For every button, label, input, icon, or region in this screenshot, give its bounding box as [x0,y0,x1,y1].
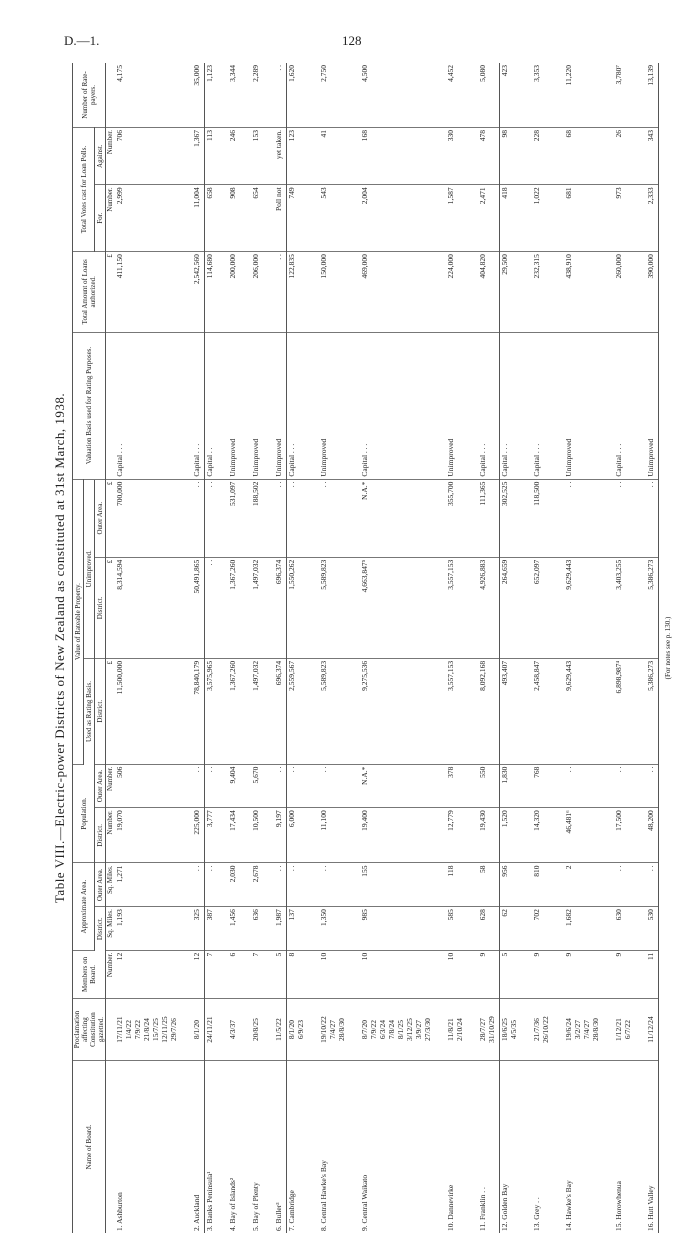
cell-area-outer: 2,678 [251,863,260,907]
cell-valuation-basis: Unimproved [564,332,600,479]
cell-unimp-outer: . . [192,479,205,557]
cell-proclamation: 11/12/24 [646,999,659,1061]
cell-unimp-district: 4,663,847⁵ [360,557,432,658]
cell-used-basis: 3,557,153 [446,658,464,764]
cell-valuation-basis: Capital . . [205,332,215,479]
cell-unimp-outer: 302,525 [500,479,519,557]
cell-ratepayers: 11,220 [564,63,600,127]
cell-board-name: 11. Franklin . . [478,1061,500,1233]
cell-area-district: 628 [478,907,500,951]
cell-used-basis: 493,407 [500,658,519,764]
cell-board-name: 15. Horowhenua [614,1181,623,1231]
cell-proclamation: 19/10/22 7/4/27 28/8/30 [319,999,346,1061]
col-area-group: Approximate Area. [73,863,95,950]
cell-board-name: 2. Auckland [192,1061,205,1233]
cell-area-outer: 58 [478,863,500,907]
unit-used: £ [106,658,116,764]
col-population-group: Population. [73,764,95,863]
cell-valuation-basis: Unimproved [646,332,659,479]
cell-votes-for: 973 [614,185,632,252]
cell-proclamation: 8/1/20 6/9/23 [287,999,306,1061]
cell-votes-against: 168 [360,127,432,184]
cell-ratepayers: 2,750 [319,63,346,127]
col-members: Members on Board. [73,950,106,998]
cell-votes-against: 26 [614,127,632,184]
cell-valuation-basis: Capital . . . [360,332,432,479]
table-row [446,63,464,1233]
cell-board-name: 16. Hutt Valley [646,1061,659,1233]
cell-votes-against: 706 [115,127,178,184]
cell-pop-outer: . . [205,764,215,808]
col-used-district: District. [95,658,106,764]
cell-area-outer: 956 [500,863,519,907]
cell-total-loans: 29,500 [500,252,519,332]
table-title: Table VIII.—Electric-power Districts of New Zealand as constituted at 31st March, 1938. [52,392,67,904]
cell-votes-for: 543 [319,185,346,252]
unit-against: Number. [106,127,116,184]
cell-members: 11 [646,950,659,998]
cell-pop-district: 14,320 [532,808,550,863]
col-area-outer: Outer Area. [95,863,106,907]
cell-valuation-basis: Capital . . . [287,332,306,479]
cell-used-basis: 78,840,179 [192,658,205,764]
cell-used-basis: 8,092,168 [478,658,500,764]
cell-area-outer: . . [319,863,346,907]
cell-ratepayers: 3,344 [228,63,237,127]
table-row [532,63,550,1233]
cell-votes-for: 654 [251,185,260,252]
cell-area-outer: 2 [564,863,600,907]
cell-board-name: 5. Bay of Plenty [251,1182,260,1231]
cell-pop-outer: 9,404 [228,764,237,808]
cell-pop-district: 225,000 [192,808,205,863]
table-row [478,63,500,1233]
cell-valuation-basis: Unimproved [251,332,260,479]
cell-unimp-outer: . . [614,479,632,557]
cell-unimp-district: 4,926,883 [478,557,500,658]
unit-area-outer: Sq. Miles. [106,863,116,907]
col-unimp-district: District. [95,557,106,658]
cell-members: 6 [228,950,237,998]
col-pop-district: District. [95,808,106,863]
cell-votes-against: 41 [319,127,346,184]
cell-area-district: 585 [446,907,464,951]
col-unimp-outer: Outer Area. [95,479,106,557]
cell-area-district: 636 [251,907,260,951]
cell-ratepayers: 4,452 [446,63,464,127]
cell-valuation-basis: Unimproved [228,332,237,479]
cell-area-outer: . . [192,863,205,907]
cell-members: 12 [192,950,205,998]
cell-valuation-basis: Unimproved [274,332,287,479]
unit-for: Number. [106,185,116,252]
cell-proclamation: 8/1/20 [192,999,205,1061]
cell-pop-district: 17,434 [228,808,237,863]
cell-ratepayers: 2,289 [251,63,260,127]
cell-unimp-outer: . . [564,479,600,557]
cell-members: 7 [205,950,215,998]
cell-votes-against: yet taken. [274,127,287,184]
cell-board-name: 10. Dannevirke [446,1184,455,1231]
cell-unimp-district: 50,491,865 [192,557,205,658]
cell-members: 10 [446,950,464,998]
cell-area-district: 62 [500,907,519,951]
cell-board-name: 6. Buller³ [274,1061,287,1233]
cell-members: 8 [287,950,306,998]
cell-unimp-outer: 188,502 [251,479,260,557]
cell-members: 10 [319,950,346,998]
cell-pop-district: 9,197 [274,808,287,863]
cell-area-outer: . . [614,863,632,907]
cell-ratepayers: 35,000 [192,63,205,127]
table-row [228,63,237,1233]
cell-ratepayers: 3,353 [532,63,550,127]
unit-pop-outer: Number. [106,764,116,808]
cell-votes-for: 2,004 [360,185,432,252]
col-for: For. [95,185,106,252]
cell-members: 5 [274,950,287,998]
table-row [646,63,659,1233]
cell-members: 7 [251,950,260,998]
col-unimproved: Unimproved. [84,479,95,658]
col-area-district: District. [95,907,106,951]
cell-used-basis: 9,629,443 [564,658,600,764]
col-total-loans: Total Amount of Loans authorized. [73,252,106,332]
cell-valuation-basis: Unimproved [446,332,464,479]
cell-members: 9 [478,950,500,998]
cell-unimp-outer: N.A.* [360,479,432,557]
cell-ratepayers: 423 [500,63,519,127]
cell-proclamation: 8/7/20 7/9/22 6/3/24 7/8/24 8/1/25 3/12/25 3/9/27 27/3/30 [360,999,432,1061]
cell-used-basis: 3,575,965 [205,658,215,764]
cell-board-name: 8. Central Hawke's Bay [319,1160,328,1231]
col-board: Name of Board. [73,1061,106,1233]
table-row [287,63,306,1233]
table-row [500,63,519,1233]
cell-unimp-outer: . . [646,479,659,557]
cell-votes-against: 123 [287,127,306,184]
cell-area-district: 1,193 [115,907,178,951]
cell-unimp-district: 3,557,153 [446,557,464,658]
col-value-group: Value of Rateable Property. [73,479,84,764]
col-used-basis: Used as Rating Basis. [84,658,95,764]
cell-unimp-outer: . . [274,479,287,557]
cell-total-loans: . . [274,252,287,332]
cell-area-district: 985 [360,907,432,951]
cell-unimp-outer: 355,700 [446,479,464,557]
cell-unimp-outer: 700,000 [115,479,178,557]
cell-pop-outer: . . [646,764,659,808]
cell-votes-for: Poll not [274,185,287,252]
cell-pop-outer: 378 [446,764,464,808]
cell-pop-outer: 1,830 [500,764,519,808]
cell-area-outer: 1,271 [115,863,178,907]
cell-members: 9 [532,950,550,998]
cell-unimp-district: 8,314,594 [115,557,178,658]
cell-votes-against: 246 [228,127,237,184]
table-row [192,63,205,1233]
cell-total-loans: 404,820 [478,252,500,332]
table-row [319,63,346,1233]
cell-unimp-district: 264,659 [500,557,519,658]
unit-loans: £ [106,252,116,332]
cell-pop-district: 12,779 [446,808,464,863]
cell-board-name: 14. Hawke's Bay [564,1180,573,1231]
cell-pop-district: 6,000 [287,808,306,863]
cell-used-basis: 5,589,823 [319,658,346,764]
cell-area-outer: 155 [360,863,432,907]
cell-votes-for: 681 [564,185,600,252]
cell-pop-outer: N.A.* [360,764,432,808]
cell-area-outer: 118 [446,863,464,907]
col-votes-group: Total Votes cast for Loan Polls. [73,127,95,251]
cell-proclamation: 4/3/37 [228,999,237,1061]
districts-table [72,63,659,1233]
cell-proclamation: 11/8/21 2/10/24 [446,999,464,1061]
cell-pop-district: 48,200 [646,808,659,863]
cell-area-district: 1,682 [564,907,600,951]
col-ratepayers: Number of Rate-payers. [73,63,106,127]
cell-total-loans: 114,680 [205,252,215,332]
cell-board-name: 12. Golden Bay [500,1183,509,1231]
cell-proclamation: 24/11/21 [205,999,215,1061]
cell-area-outer: . . [287,863,306,907]
cell-board-name: 9. Central Waikato [360,1174,369,1231]
cell-board-name: 7. Cambridge [287,1190,296,1231]
cell-unimp-district: 3,403,255 [614,557,632,658]
table-body [106,63,659,1233]
cell-unimp-outer: . . [319,479,346,557]
cell-proclamation: 21/7/36 26/10/22 [532,999,550,1061]
cell-used-basis: 696,374 [274,658,287,764]
cell-total-loans: 438,910 [564,252,600,332]
cell-votes-for: 2,333 [646,185,659,252]
col-valuation-basis: Valuation Basis used for Rating Purposes. [73,332,106,479]
cell-total-loans: 2,542,560 [192,252,205,332]
cell-unimp-district: 5,386,273 [646,557,659,658]
cell-votes-against: 1,367 [192,127,205,184]
cell-votes-against: 68 [564,127,600,184]
cell-pop-outer: . . [192,764,205,808]
cell-total-loans: 411,150 [115,252,178,332]
table-row [564,63,600,1233]
cell-ratepayers: . . [274,63,287,127]
cell-area-outer: . . [274,863,287,907]
cell-total-loans: 150,000 [319,252,346,332]
cell-votes-against: 228 [532,127,550,184]
cell-members: 9 [614,950,632,998]
cell-valuation-basis: Unimproved [319,332,346,479]
cell-votes-for: 1,022 [532,185,550,252]
table-row [274,63,287,1233]
cell-ratepayers: 1,620 [287,63,306,127]
cell-area-district: 1,456 [228,907,237,951]
cell-votes-for: 1,587 [446,185,464,252]
cell-board-name: 13. Grey . . [532,1197,541,1231]
cell-pop-outer: . . [319,764,346,808]
cell-votes-for: 418 [500,185,519,252]
cell-board-name: 3. Banks Peninsula¹ [205,1171,214,1231]
col-proclamation: Proclamation affecting Constitution gazetted. [73,999,106,1061]
cell-pop-district: 10,500 [251,808,260,863]
cell-votes-against: 153 [251,127,260,184]
cell-pop-outer: . . [614,764,632,808]
cell-used-basis: 9,275,536 [360,658,432,764]
cell-pop-district: 19,400 [360,808,432,863]
cell-votes-for: 658 [205,185,215,252]
cell-unimp-district: 1,367,260 [228,557,237,658]
unit-unimp-outer: £ [106,479,116,557]
cell-ratepayers: 4,500 [360,63,432,127]
cell-area-outer: 2,030 [228,863,237,907]
table-row [360,63,432,1233]
footnote: (For notes see p. 130.) [664,616,672,680]
cell-ratepayers: 5,080 [478,63,500,127]
table-row [205,63,215,1233]
cell-valuation-basis: Capital . . . [192,332,205,479]
cell-unimp-district: 5,589,823 [319,557,346,658]
cell-area-district: 1,987 [274,907,287,951]
table-row [614,63,632,1233]
cell-unimp-outer: 111,365 [478,479,500,557]
cell-pop-outer: . . [564,764,600,808]
cell-pop-district: 46,481⁶ [564,808,600,863]
cell-board-name: 1. Ashburton [115,1192,124,1231]
cell-proclamation: 1/12/21 6/7/22 [614,999,632,1061]
cell-ratepayers: 1,123 [205,63,215,127]
page-number: 128 [342,33,362,48]
cell-votes-for: 2,999 [115,185,178,252]
cell-used-basis: 5,386,273 [646,658,659,764]
cell-area-district: 630 [614,907,632,951]
cell-pop-outer: 768 [532,764,550,808]
cell-votes-against: 478 [478,127,500,184]
cell-unimp-outer: 118,500 [532,479,550,557]
cell-unimp-outer: . . [205,479,215,557]
cell-unimp-district: 696,374 [274,557,287,658]
cell-proclamation: 11/5/22 [274,999,287,1061]
col-pop-outer: Outer Area. [95,764,106,808]
cell-votes-for: 908 [228,185,237,252]
cell-pop-district: 3,777 [205,808,215,863]
cell-pop-district: 19,070 [115,808,178,863]
cell-members: 5 [500,950,519,998]
cell-pop-district: 11,100 [319,808,346,863]
cell-area-outer: . . [646,863,659,907]
cell-votes-for: 11,004 [192,185,205,252]
cell-unimp-district: . . [205,557,215,658]
cell-area-district: 1,350 [319,907,346,951]
cell-votes-against: 330 [446,127,464,184]
unit-area-district: Sq. Miles. [106,907,116,951]
cell-area-outer: 810 [532,863,550,907]
cell-total-loans: 260,000 [614,252,632,332]
cell-used-basis: 2,458,847 [532,658,550,764]
cell-pop-outer: . . [287,764,306,808]
cell-area-district: 702 [532,907,550,951]
cell-total-loans: 232,315 [532,252,550,332]
cell-valuation-basis: Capital . . . [614,332,632,479]
cell-votes-against: 113 [205,127,215,184]
cell-votes-against: 343 [646,127,659,184]
cell-votes-against: 98 [500,127,519,184]
cell-valuation-basis: Capital . . . [478,332,500,479]
table-row [251,63,260,1233]
cell-total-loans: 469,000 [360,252,432,332]
cell-total-loans: 122,835 [287,252,306,332]
page-ref: D.—1. [64,33,100,48]
cell-members: 12 [115,950,178,998]
cell-total-loans: 224,000 [446,252,464,332]
cell-used-basis: 11,500,000 [115,658,178,764]
cell-pop-outer: 5,670 [251,764,260,808]
cell-total-loans: 390,000 [646,252,659,332]
cell-pop-outer: 550 [478,764,500,808]
cell-pop-outer: 506 [115,764,178,808]
cell-unimp-district: 1,550,262 [287,557,306,658]
cell-unimp-outer: 531,097 [228,479,237,557]
cell-area-district: 325 [192,907,205,951]
cell-pop-district: 17,500 [614,808,632,863]
cell-proclamation: 18/6/25 4/5/35 [500,999,519,1061]
cell-valuation-basis: Capital . . . [500,332,519,479]
cell-unimp-outer: . . [287,479,306,557]
cell-members: 10 [360,950,432,998]
unit-pop-district: Number. [106,808,116,863]
cell-unimp-district: 9,629,443 [564,557,600,658]
table-row [115,63,178,1233]
cell-proclamation: 28/7/27 31/10/29 [478,999,500,1061]
cell-pop-outer: . . [274,764,287,808]
cell-proclamation: 19/6/24 3/2/27 7/4/27 28/8/30 [564,999,600,1061]
col-against: Against. [95,127,106,184]
cell-proclamation: 17/11/21 1/4/22 7/9/22 21/8/24 15/7/25 12/11/25 29/7/26 [115,999,178,1061]
cell-used-basis: 6,898,987⁴ [614,658,632,764]
cell-pop-district: 19,430 [478,808,500,863]
cell-used-basis: 1,497,032 [251,658,260,764]
cell-board-name: 4. Bay of Islands² [228,1177,237,1231]
cell-valuation-basis: Capital . . . [532,332,550,479]
cell-pop-district: 1,520 [500,808,519,863]
cell-proclamation: 20/8/25 [251,999,260,1061]
cell-used-basis: 1,367,260 [228,658,237,764]
cell-area-district: 387 [205,907,215,951]
unit-members: Number. [106,950,116,998]
cell-area-outer: . . [205,863,215,907]
cell-used-basis: 2,559,567 [287,658,306,764]
units-row [106,63,116,1233]
cell-total-loans: 200,000 [228,252,237,332]
cell-members: 9 [564,950,600,998]
cell-ratepayers: 3,780⁷ [614,63,632,127]
cell-ratepayers: 4,175 [115,63,178,127]
cell-votes-for: 2,471 [478,185,500,252]
cell-total-loans: 206,000 [251,252,260,332]
cell-unimp-district: 1,497,032 [251,557,260,658]
cell-ratepayers: 13,139 [646,63,659,127]
cell-area-district: 530 [646,907,659,951]
rotated-table-page [50,63,675,1233]
cell-unimp-district: 652,097 [532,557,550,658]
cell-votes-for: 749 [287,185,306,252]
cell-valuation-basis: Capital . . . [115,332,178,479]
unit-unimp-district: £ [106,557,116,658]
cell-area-district: 137 [287,907,306,951]
